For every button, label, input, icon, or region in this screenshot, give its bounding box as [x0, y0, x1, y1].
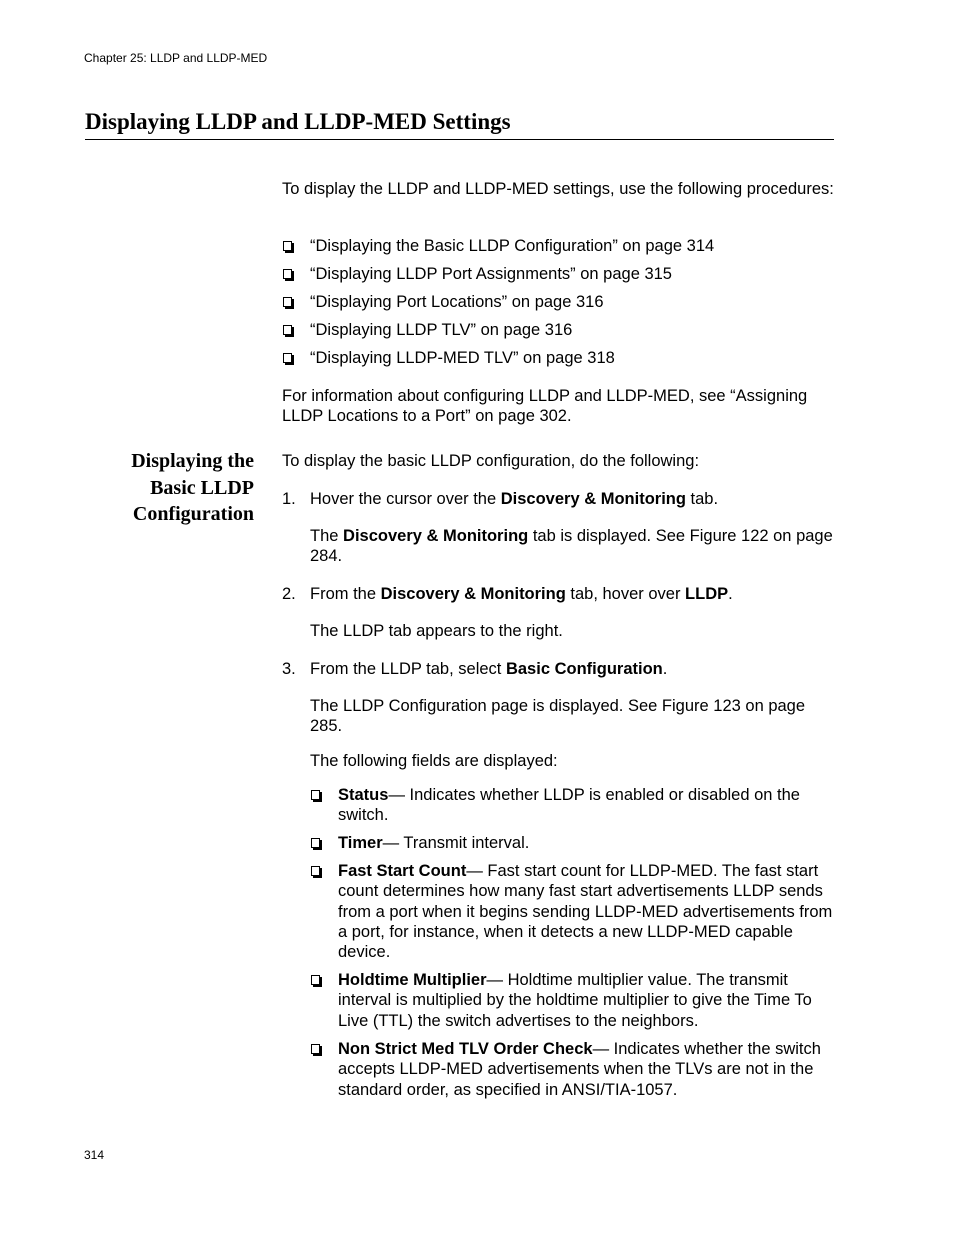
section-heading-line-1: Displaying the	[131, 450, 254, 472]
checkbox-bullet-icon	[283, 353, 292, 363]
field-item-status: Status— Indicates whether LLDP is enabled or disabled on the switch.	[338, 786, 800, 825]
step-2-result: The LLDP tab appears to the right.	[310, 622, 563, 640]
running-header: Chapter 25: LLDP and LLDP-MED	[84, 51, 268, 65]
step-3-result: The LLDP Configuration page is displayed. See Figure 123 on page 285.	[310, 697, 806, 736]
step-3-text: From the LLDP tab, select Basic Configuration.	[310, 660, 668, 678]
checkbox-bullet-icon	[311, 866, 320, 876]
step-1-result: The Discovery & Monitoring tab is displayed. See Figure 122 on page 284.	[310, 527, 833, 566]
procedure-link-1[interactable]: “Displaying the Basic LLDP Configuration” on page 314	[310, 237, 715, 255]
step-number-2: 2.	[282, 585, 296, 603]
field-item-non-strict-med-tlv: Non Strict Med TLV Order Check— Indicates whether the switch accepts LLDP-MED advertisements when the TLVs are not in the standard order, as specified in ANSI/TIA-1057.	[338, 1040, 821, 1099]
procedure-link-2[interactable]: “Displaying LLDP Port Assignments” on page 315	[310, 265, 672, 283]
field-item-timer: Timer— Transmit interval.	[338, 834, 530, 852]
checkbox-bullet-icon	[283, 241, 292, 251]
section-heading-line-3: Configuration	[132, 503, 254, 525]
fields-intro: The following fields are displayed:	[310, 752, 558, 770]
checkbox-bullet-icon	[311, 790, 320, 800]
procedure-link-4[interactable]: “Displaying LLDP TLV” on page 316	[310, 321, 573, 339]
field-item-holdtime-multiplier: Holdtime Multiplier— Holdtime multiplier value. The transmit interval is multiplied by the holdtime multiplier to give the Time To Live (TTL) the switch advertises to the neighbors.	[338, 971, 812, 1030]
page-number: 314	[84, 1148, 105, 1162]
step-number-1: 1.	[282, 490, 296, 508]
checkbox-bullet-icon	[311, 838, 320, 848]
info-paragraph: For information about configuring LLDP and LLDP-MED, see “Assigning LLDP Locations to a Port” on page 302.	[282, 387, 808, 426]
checkbox-bullet-icon	[311, 975, 320, 985]
section-heading-line-2: Basic LLDP	[150, 476, 254, 499]
procedure-link-5[interactable]: “Displaying LLDP-MED TLV” on page 318	[310, 349, 615, 367]
checkbox-bullet-icon	[311, 1044, 320, 1054]
checkbox-bullet-icon	[283, 269, 292, 279]
step-1-text: Hover the cursor over the Discovery & Monitoring tab.	[310, 490, 719, 508]
step-2-text: From the Discovery & Monitoring tab, hover over LLDP.	[310, 585, 733, 603]
section-intro: To display the basic LLDP configuration, do the following:	[282, 452, 700, 470]
section-heading	[60, 448, 254, 528]
page-title: Displaying LLDP and LLDP-MED Settings	[85, 108, 834, 140]
checkbox-bullet-icon	[283, 297, 292, 307]
step-number-3: 3.	[282, 660, 296, 678]
intro-paragraph: To display the LLDP and LLDP-MED settings, use the following procedures:	[282, 180, 834, 198]
procedure-link-3[interactable]: “Displaying Port Locations” on page 316	[310, 293, 604, 311]
field-item-fast-start-count: Fast Start Count— Fast start count for LLDP-MED. The fast start count determines how many fast start advertisements LLDP sends from a port when it begins sending LLDP-MED advertisements from a port, for instance, when it detects a new LLDP-MED capable device.	[338, 862, 833, 962]
checkbox-bullet-icon	[283, 325, 292, 335]
